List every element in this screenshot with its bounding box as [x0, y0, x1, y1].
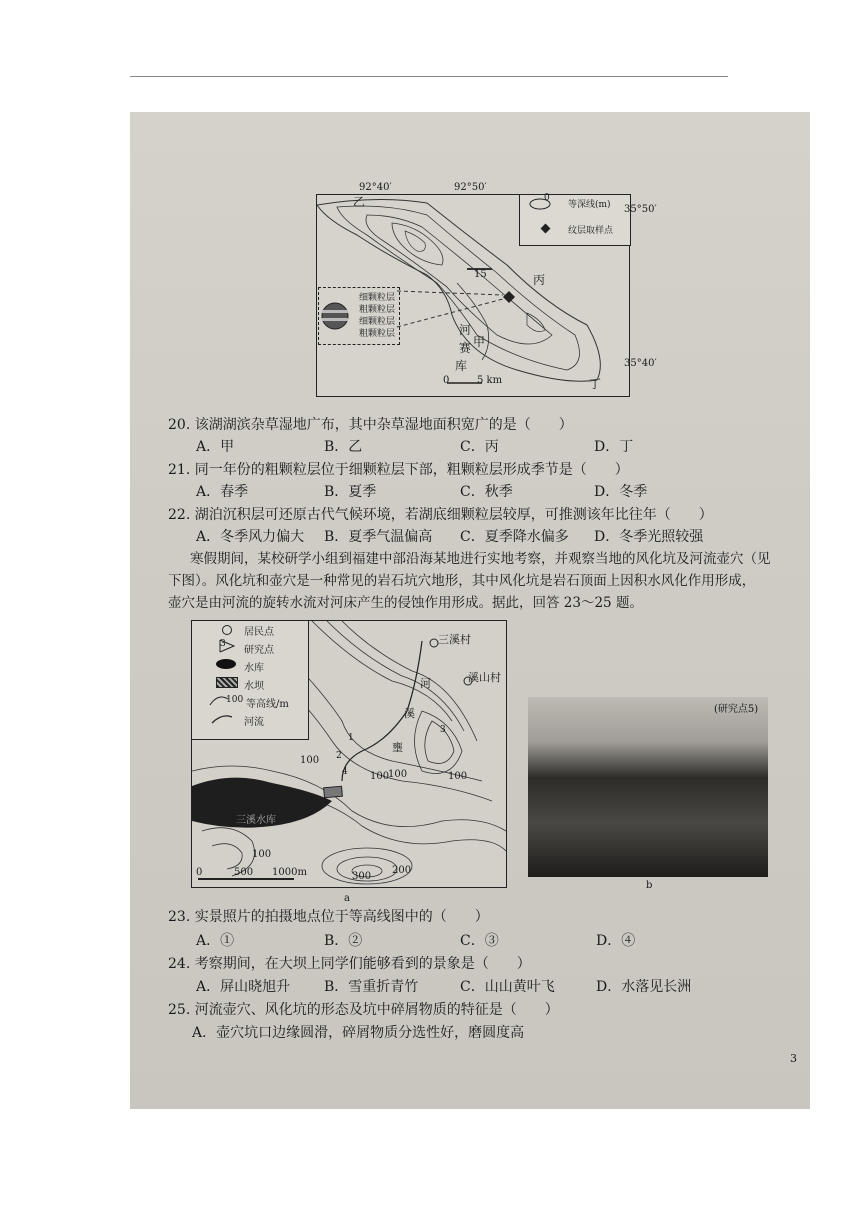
legend-river: 河流: [244, 717, 264, 728]
photo-title: (研究点5): [714, 704, 759, 715]
label-depth: 15: [474, 269, 487, 280]
legend-reservoir: 水库: [244, 663, 264, 674]
dam-icon: [216, 677, 238, 688]
contour-300: 300: [352, 871, 372, 882]
q23-option-a: A．①: [196, 933, 235, 949]
scale2-500: 500: [234, 867, 254, 878]
village-xishan: 溪山村: [468, 671, 501, 684]
settlement-icon: [222, 625, 232, 635]
legend-contour: 等高线/m: [246, 699, 289, 710]
header-rule: [130, 76, 728, 77]
scale2-zero: 0: [196, 867, 203, 878]
legend-sample: 纹层取样点: [568, 226, 614, 236]
legend-dam: 水坝: [244, 681, 264, 692]
q24-option-c: C．山山黄叶飞: [460, 979, 555, 995]
layer-3: 细颗粒层: [359, 317, 396, 327]
river-char-2: 溪: [404, 707, 415, 720]
layer-box: [318, 287, 400, 345]
village-sanxi: 三溪村: [438, 633, 471, 646]
legend-site-num: 3: [220, 639, 226, 649]
q22-option-c: C．夏季降水偏多: [460, 529, 569, 545]
q24-option-b: B．雪重折青竹: [324, 979, 419, 995]
legend-contour-value: 0: [544, 193, 550, 203]
legend-settlement: 居民点: [244, 627, 274, 638]
lat2-label: 35°40′: [624, 358, 657, 369]
question-21: 21. 同一年份的粗颗粒层位于细颗粒层下部，粗颗粒层形成季节是（ ）: [168, 462, 629, 478]
contour-100-c: 100: [388, 769, 408, 780]
question-25: 25. 河流壶穴、风化坑的形态及坑中碎屑物质的特征是（ ）: [168, 1002, 559, 1018]
q20-option-a: A．甲: [196, 439, 235, 455]
q22-option-b: B．夏季气温偏高: [324, 529, 433, 545]
q20-option-d: D．丁: [594, 439, 634, 455]
scale-end: 5 km: [477, 375, 503, 386]
q22-option-d: D．冬季光照较强: [594, 529, 704, 545]
question-24: 24. 考察期间，在大坝上同学们能够看到的景象是（ ）: [168, 956, 531, 972]
q24-option-d: D．水落见长洲: [596, 979, 692, 995]
page-number: 3: [790, 1052, 797, 1065]
label-ding: 丁: [589, 377, 602, 391]
lon2-label: 92°50′: [454, 182, 487, 193]
scale2-1000: 1000m: [272, 867, 307, 878]
contour-100-a: 100: [300, 755, 320, 766]
site-flag-icon: [218, 639, 236, 653]
contour-100-e: 100: [252, 849, 272, 860]
site-3: 3: [440, 725, 446, 735]
q25-option-a: A．壶穴坑口边缘圆滑，碎屑物质分选性好，磨圆度高: [192, 1025, 525, 1041]
site-1: 1: [348, 733, 354, 743]
contour-100-b: 100: [370, 771, 390, 782]
lake-map: [316, 182, 630, 397]
map2-legend: [192, 621, 309, 740]
legend-contour-num: 100: [226, 695, 244, 705]
site-4: 4: [342, 767, 348, 777]
contour-map: [191, 620, 507, 888]
question-22: 22. 湖泊沉积层可还原古代气候环境，若湖底细颗粒层较厚，可推测该年比往年（ ）: [168, 507, 713, 523]
q23-option-b: B．②: [324, 933, 363, 949]
layer-4: 粗颗粒层: [359, 329, 396, 339]
q20-option-b: B．乙: [324, 439, 363, 455]
q20-option-c: C．丙: [460, 439, 499, 455]
field-photo: [528, 697, 768, 877]
layer-2: 粗颗粒层: [359, 305, 396, 315]
intro-line-3: 壶穴是由河流的旋转水流对河床产生的侵蚀作用形成。据此，回答 23～25 题。: [168, 595, 643, 611]
lat1-label: 35°50′: [624, 204, 657, 215]
q23-option-d: D．④: [596, 933, 636, 949]
layer-1: 细颗粒层: [359, 293, 396, 303]
caption-a: a: [344, 893, 350, 904]
site-2: 2: [336, 751, 342, 761]
question-23: 23. 实景照片的拍摄地点位于等高线图中的（ ）: [168, 909, 489, 925]
q22-option-a: A．冬季风力偏大: [196, 529, 305, 545]
contour-200: 200: [392, 865, 412, 876]
q21-option-a: A．春季: [196, 484, 249, 500]
question-20: 20. 该湖湖滨杂草湿地广布，其中杂草湿地面积宽广的是（ ）: [168, 417, 573, 433]
q21-option-c: C．秋季: [460, 484, 513, 500]
label-jia: 甲: [473, 335, 486, 349]
reservoir-icon: [216, 659, 236, 669]
q23-option-c: C．③: [460, 933, 499, 949]
reservoir-label: 三溪水库: [236, 815, 276, 826]
intro-paragraph: [168, 548, 790, 614]
label-sai: 赛: [459, 341, 472, 355]
legend-site: 研究点: [244, 645, 274, 656]
lon1-label: 92°40′: [359, 182, 392, 193]
label-bing: 丙: [533, 273, 546, 287]
legend-contour: 等深线(m): [568, 200, 611, 210]
q21-option-d: D．冬季: [594, 484, 648, 500]
label-he: 河: [459, 323, 472, 337]
river-char-1: 河: [420, 677, 431, 690]
map1-legend: [519, 194, 631, 246]
q24-option-a: A．屏山晓旭升: [196, 979, 291, 995]
caption-b: b: [646, 880, 653, 891]
river-icon: [210, 713, 234, 725]
label-yi: 乙: [353, 195, 366, 209]
contour-100-d: 100: [448, 771, 468, 782]
river-char-3: 壅: [392, 741, 403, 754]
intro-line-2: 下图）。风化坑和壶穴是一种常见的岩石坑穴地形，其中风化坑是岩石顶面上因积水风化作用形成，: [168, 573, 756, 589]
label-ku: 库: [455, 359, 468, 373]
sample-point-icon: [541, 224, 551, 234]
q21-option-b: B．夏季: [324, 484, 377, 500]
scale-zero: 0: [443, 375, 450, 386]
intro-line-1: 寒假期间，某校研学小组到福建中部沿海某地进行实地考察，并观察当地的风化坑及河流壶穴（见: [190, 551, 771, 567]
